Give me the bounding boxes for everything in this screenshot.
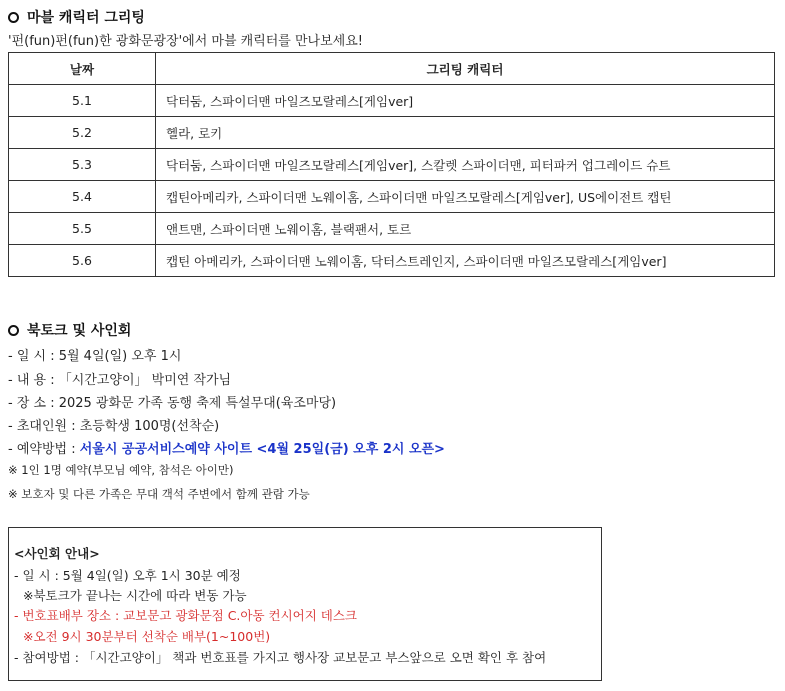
table-row xyxy=(9,245,775,277)
greeting-heading xyxy=(8,7,145,27)
column-header-characters: 그리팅 캐릭터 xyxy=(156,53,775,85)
row-characters: 캡틴아메리카, 스파이더맨 노웨이홈, 스파이더맨 마일즈모랄레스[게임ver], US에이전트 캡틴 xyxy=(156,181,775,213)
table-row xyxy=(9,117,775,149)
booktalk-heading xyxy=(8,320,131,340)
greeting-table xyxy=(8,52,775,277)
column-header-date: 날짜 xyxy=(9,53,156,85)
table-row xyxy=(9,149,775,181)
reserve-site-link[interactable]: 서울시 공공서비스예약 사이트 <4월 25일(금) 오후 2시 오픈> xyxy=(79,442,445,457)
signing-date: - 일 시 : 5월 4일(일) 오후 1시 30분 예정 xyxy=(14,568,241,583)
greeting-heading-text: 마블 캐릭터 그리팅 xyxy=(27,10,145,26)
circle-bullet-icon xyxy=(8,325,19,336)
row-date: 5.1 xyxy=(9,85,156,117)
table-row xyxy=(9,85,775,117)
row-characters: 헬라, 로키 xyxy=(156,117,775,149)
signing-date-note: ※북토크가 끝나는 시간에 따라 변동 가능 xyxy=(23,588,247,603)
booktalk-content: - 내 용 : 「시간고양이」 박미연 작가님 xyxy=(8,373,232,388)
row-characters: 앤트맨, 스파이더맨 노웨이홈, 블랙팬서, 토르 xyxy=(156,213,775,245)
signing-info-box xyxy=(8,527,602,681)
row-date: 5.5 xyxy=(9,213,156,245)
row-date: 5.4 xyxy=(9,181,156,213)
booktalk-note-2: ※ 보호자 및 다른 가족은 무대 객석 주변에서 함께 관람 가능 xyxy=(8,487,310,501)
signing-place: - 번호표배부 장소 : 교보문고 광화문점 C.아동 컨시어지 데스크 xyxy=(14,608,358,623)
booktalk-reserve xyxy=(8,438,445,457)
booktalk-date: - 일 시 : 5월 4일(일) 오후 1시 xyxy=(8,349,182,364)
row-date: 5.6 xyxy=(9,245,156,277)
table-row xyxy=(9,181,775,213)
table-row xyxy=(9,213,775,245)
signing-method: - 참여방법 : 「시간고양이」 책과 번호표를 가지고 행사장 교보문고 부스앞으로 오면 확인 후 참여 xyxy=(14,650,547,665)
signing-title: <사인회 안내> xyxy=(14,546,100,561)
booktalk-place: - 장 소 : 2025 광화문 가족 동행 축제 특설무대(육조마당) xyxy=(8,396,337,411)
row-characters: 닥터둠, 스파이더맨 마일즈모랄레스[게임ver] xyxy=(156,85,775,117)
booktalk-invite: - 초대인원 : 초등학생 100명(선착순) xyxy=(8,419,220,434)
reserve-label: - 예약방법 : xyxy=(8,442,80,457)
greeting-intro: '펀(fun)펀(fun)한 광화문광장'에서 마블 캐릭터를 만나보세요! xyxy=(8,34,364,49)
booktalk-heading-text: 북토크 및 사인회 xyxy=(27,323,132,339)
row-date: 5.2 xyxy=(9,117,156,149)
row-characters: 캡틴 아메리카, 스파이더맨 노웨이홈, 닥터스트레인지, 스파이더맨 마일즈모랄레스[게임ver] xyxy=(156,245,775,277)
booktalk-note-1: ※ 1인 1명 예약(부모님 예약, 참석은 아이만) xyxy=(8,463,234,477)
signing-place-note: ※오전 9시 30분부터 선착순 배부(1~100번) xyxy=(23,629,271,644)
row-characters: 닥터둠, 스파이더맨 마일즈모랄레스[게임ver], 스칼렛 스파이더맨, 피터파커 업그레이드 슈트 xyxy=(156,149,775,181)
table-header-row xyxy=(9,53,775,85)
row-date: 5.3 xyxy=(9,149,156,181)
circle-bullet-icon xyxy=(8,12,19,23)
